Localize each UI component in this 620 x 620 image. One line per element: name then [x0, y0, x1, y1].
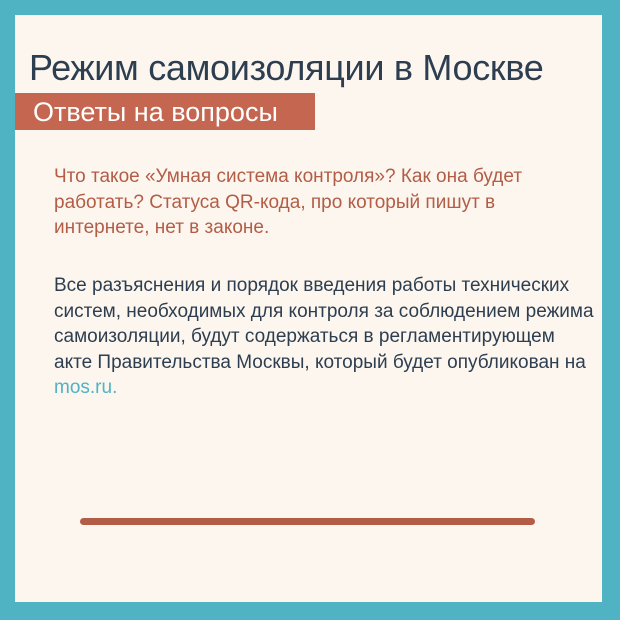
- subtitle-banner: [15, 93, 315, 130]
- answer-paragraph: [54, 273, 594, 401]
- question-text: Что такое «Умная система контроля»? Как она будет работать? Статуса QR-кода, про который пишут в интернете, нет в законе.: [54, 166, 523, 238]
- page-title: Режим самоизоляции в Москве: [29, 47, 544, 88]
- info-card: [15, 15, 602, 602]
- mos-ru-link[interactable]: mos.ru.: [54, 377, 118, 398]
- page-subtitle: Ответы на вопросы: [33, 97, 278, 127]
- answer-text: Все разъяснения и порядок введения работы технических систем, необходимых для контроля за соблюдением режима самоизоляции, будут содержаться в регламентирующем акте Правительства Москвы, который будет опубликован на: [54, 275, 594, 373]
- divider-bar: [80, 518, 535, 525]
